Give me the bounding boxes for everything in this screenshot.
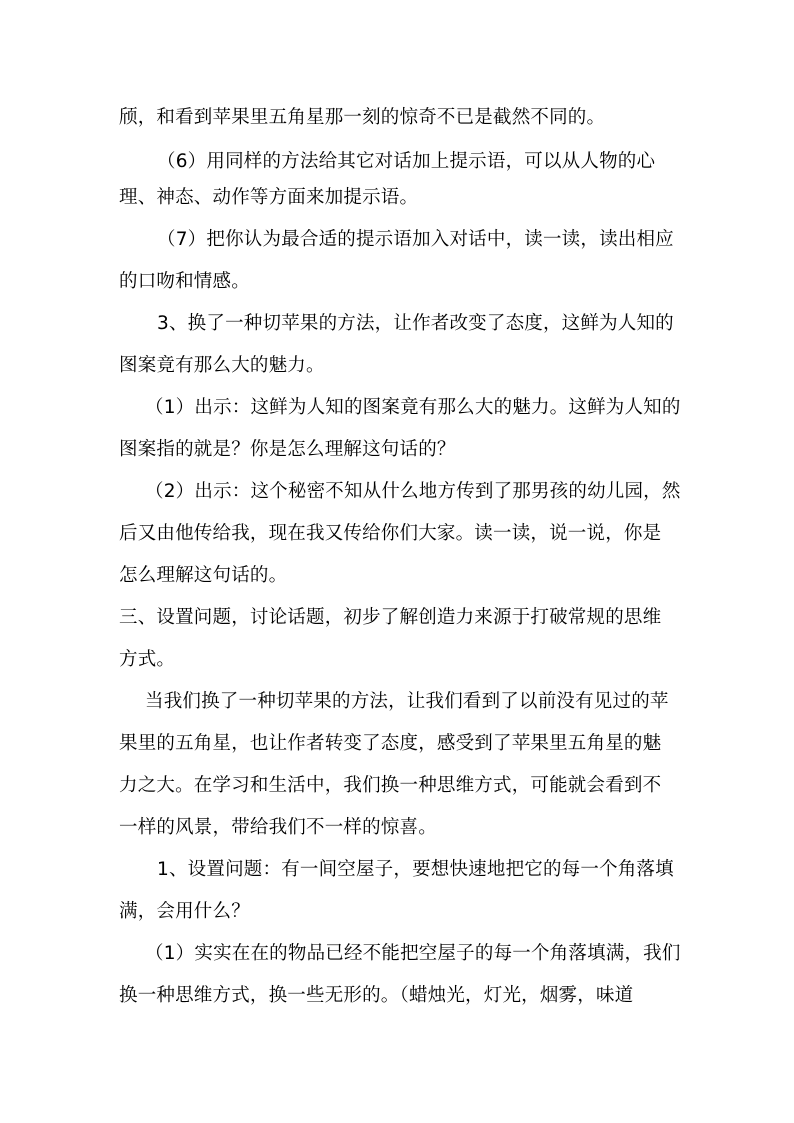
text-line: 一样的风景，带给我们不一样的惊喜。	[119, 817, 437, 838]
text-line: 果里的五角星，也让作者转变了态度，感受到了苹果里五角星的魅	[119, 733, 662, 754]
text-line: （7）把你认为最合适的提示语加入对话中，读一读，读出相应	[157, 229, 674, 250]
text-line: （1）出示：这鲜为人知的图案竟有那么大的魅力。这鲜为人知的	[145, 397, 681, 418]
text-line: 换一种思维方式，换一些无形的。（蜡烛光，灯光，烟雾，味道	[119, 985, 634, 1006]
text-line: 1、设置问题：有一间空屋子，要想快速地把它的每一个角落填	[157, 859, 674, 880]
text-line: 理、神态、动作等方面来加提示语。	[119, 187, 419, 208]
text-line: 后又由他传给我，现在我又传给你们大家。读一读，说一说，你是	[119, 523, 662, 544]
text-line: （2）出示：这个秘密不知从什么地方传到了那男孩的幼儿园，然	[145, 481, 681, 502]
text-line: 怎么理解这句话的。	[119, 565, 288, 586]
text-line: 当我们换了一种切苹果的方法，让我们看到了以前没有见过的苹	[145, 691, 669, 712]
text-line: 3、换了一种切苹果的方法，让作者改变了态度，这鲜为人知的	[157, 313, 674, 334]
text-line: 方式。	[119, 649, 176, 670]
text-line: 图案竟有那么大的魅力。	[119, 355, 325, 376]
text-line: 颀，和看到苹果里五角星那一刻的惊奇不已是截然不同的。	[119, 107, 606, 128]
text-line: （6）用同样的方法给其它对话加上提示语，可以从人物的心	[157, 151, 656, 172]
text-line: 力之大。在学习和生活中，我们换一种思维方式，可能就会看到不	[119, 775, 662, 796]
text-line: 满，会用什么？	[119, 901, 250, 922]
text-line: 三、设置问题，讨论话题，初步了解创造力来源于打破常规的思维	[119, 607, 662, 628]
text-line: （1）实实在在的物品已经不能把空屋子的每一个角落填满，我们	[145, 943, 681, 964]
text-line: 图案指的就是？你是怎么理解这句话的？	[119, 439, 456, 460]
text-line: 的口吻和情感。	[119, 271, 250, 292]
